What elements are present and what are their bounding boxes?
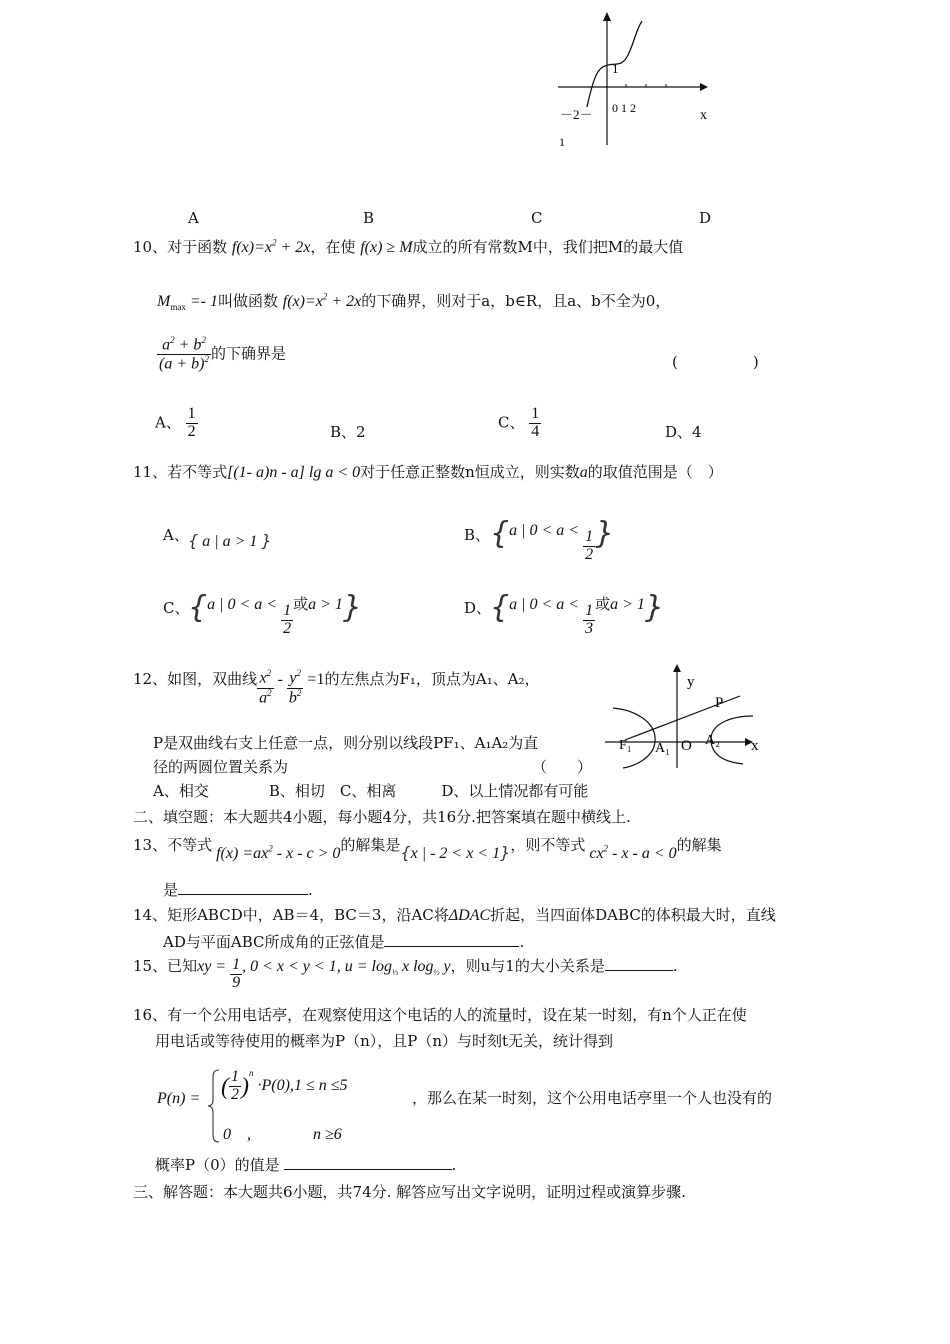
q16-end: .	[451, 1156, 457, 1174]
right-brace-icon: }	[644, 590, 664, 625]
q14-line2	[163, 931, 524, 952]
q10-line1-suffix: 成立的所有常数M中，我们把M的最大值	[412, 238, 684, 256]
q10-paren: ( )	[672, 353, 759, 371]
q10-line2-mid: 叫做函数	[217, 292, 278, 310]
q16-line4	[155, 1154, 456, 1175]
q9-option-a: A	[188, 209, 199, 227]
q11-option-d-or: 或	[595, 597, 611, 613]
q15-end: .	[672, 957, 678, 975]
q11-prefix: 11、若不等式	[133, 463, 228, 481]
left-brace-icon: {	[490, 590, 510, 625]
section2-heading: 二、填空题：本大题共4小题，每小题4分，共16分.把答案填在题中横线上.	[133, 808, 631, 826]
q12-line1-prefix: 12、如图，双曲线	[133, 670, 258, 688]
q13-answer-blank[interactable]	[178, 880, 308, 895]
q10-line1-prefix: 10、对于函数	[133, 238, 228, 256]
q13-set: {x | - 2 < x < 1}	[400, 843, 511, 862]
right-brace-icon: }	[261, 531, 272, 550]
q13-end: .	[308, 881, 313, 899]
q12-options: A、相交 B、相切 C、相离 D、以上情况都有可能	[153, 782, 589, 800]
left-brace-icon: {	[188, 531, 199, 550]
q12-hyperbola-x: $\frac{x^2}{a^2}$	[259, 668, 272, 706]
q15-answer-blank[interactable]	[605, 956, 673, 971]
q11-option-c-set: {a | 0 < a < $\frac{1}{2}$ 或a > 1}	[188, 590, 362, 637]
q16-line4-label: 概率P（0）的值是	[155, 1156, 280, 1174]
q13-prefix: 13、不等式	[133, 836, 213, 854]
left-brace-icon: {	[490, 516, 510, 551]
q13-mid: 的解集是	[340, 836, 401, 854]
q10-option-a	[155, 406, 198, 441]
q14-line1	[133, 904, 776, 925]
q9-graph-one-label: 1	[612, 61, 619, 76]
q15-line	[133, 955, 678, 992]
q14-line1-prefix: 14、矩形ABCD中，AB＝4，BC＝3，沿AC将	[133, 906, 449, 924]
q10-mmax: $M_{max} =- 1$	[157, 293, 218, 313]
q12-hyperbola-graph	[605, 660, 770, 770]
q13-line2-label: 是	[163, 881, 179, 899]
q9-option-c: C	[531, 209, 543, 227]
q11-line1	[133, 461, 723, 482]
q12-graph-x: x	[751, 738, 759, 754]
right-brace-icon: }	[595, 516, 615, 551]
q10-line3	[157, 336, 286, 373]
q9-graph-below-one: 1	[559, 135, 565, 149]
q11-option-d	[464, 597, 491, 618]
q16-line2: 用电话或等待使用的概率为P（n），且P（n）与时刻t无关，统计得到	[155, 1032, 614, 1050]
q11-option-b	[464, 524, 490, 545]
q10-option-c-value: $\frac{1}{4}$	[531, 405, 540, 440]
q12-line1-suffix: 的左焦点为F₁，顶点为A₁、A₂，	[324, 670, 540, 688]
q16-line1: 16、有一个公用电话亭，在观察使用这个电话的人的流量时，设在某一时刻，有n个人正在使	[133, 1006, 747, 1024]
q11-option-a-set: { a | a > 1 }	[188, 531, 272, 550]
q12-graph-p: P	[715, 695, 724, 711]
q10-fx-formula: $f(x)=x^2 + 2x$	[231, 237, 311, 256]
q10-option-c	[498, 406, 541, 441]
q10-option-d: D、4	[665, 423, 702, 441]
q14-line2-label: AD与平面ABC所成角的正弦值是	[163, 933, 385, 951]
q10-fx-formula-2: $f(x)=x^2 + 2x$	[282, 291, 362, 310]
q11-option-d-label: D、	[464, 599, 492, 617]
q14-triangle-dac: ΔDAC	[448, 907, 491, 924]
q10-option-b: B、2	[330, 423, 366, 441]
q12-line3: 径的两圆位置关系为	[153, 758, 289, 776]
q11-option-b-set: {a | 0 < a < $\frac{1}{2}$ }	[490, 516, 615, 563]
q11-option-c-label: C、	[163, 599, 190, 617]
q11-suffix: 对于任意正整数n恒成立，则实数	[360, 463, 580, 481]
q14-line1-suffix: 折起，当四面体DABC的体积最大时，直线	[490, 906, 776, 924]
q12-graph-y: y	[687, 674, 695, 690]
q11-option-c	[163, 597, 189, 618]
q16-line3-suffix: ，那么在某一时刻，这个公用电话亭里一个人也没有的	[412, 1089, 773, 1107]
q15-prefix: 15、已知	[133, 957, 198, 975]
q13-line1	[133, 834, 722, 863]
q14-answer-blank[interactable]	[384, 932, 519, 947]
q10-option-a-value: $\frac{1}{2}$	[187, 405, 196, 440]
q9-graph-x-label: x	[700, 108, 707, 123]
q13-line2	[163, 879, 313, 900]
q10-line2	[157, 290, 670, 312]
q12-line1: 12、如图，双曲线 $\frac{x^2}{a^2}$ - $\frac{y^2}{b^2}$ =1的左焦点为F₁，顶点为A₁、A₂，	[133, 668, 540, 706]
q10-fx-geq-m: f(x) ≥ M	[360, 239, 413, 256]
q16-answer-blank[interactable]	[284, 1155, 452, 1170]
q9-function-graph	[550, 5, 720, 150]
q10-option-a-label: A、	[155, 413, 181, 432]
q12-graph-a1: A₁	[655, 741, 670, 756]
q11-option-a	[163, 524, 189, 545]
q13-suffix: 的解集	[676, 836, 722, 854]
q13-mid2: ，则不等式	[510, 836, 586, 854]
q9-graph-minus2-label: －2－	[560, 107, 593, 122]
q15-suffix: ，则u与1的大小关系是	[450, 957, 605, 975]
q10-option-c-label: C、	[498, 413, 525, 432]
q11-option-a-label: A、	[163, 526, 189, 544]
q11-var-a: a	[579, 464, 588, 481]
q12-graph-a2: A₂	[705, 733, 720, 748]
section3-heading: 三、解答题：本大题共6小题，共74分. 解答应写出文字说明，证明过程或演算步骤.	[133, 1183, 686, 1201]
left-brace-icon: {	[188, 590, 208, 625]
q11-suffix2: 的取值范围是（ ）	[587, 463, 723, 481]
q9-option-b: B	[363, 209, 375, 227]
q10-expression: $\frac{a^2 + b^2}{(a + b)^2}$	[159, 335, 209, 373]
q11-inequality: [(1- a)n - a] lg a < 0	[227, 464, 361, 481]
q12-graph-o: O	[681, 738, 692, 754]
right-brace-icon: }	[342, 590, 362, 625]
q12-paren: （ ）	[532, 758, 593, 776]
q10-line3-suffix: 的下确界是	[210, 344, 286, 363]
q10-line2-suffix: 的下确界，则对于a，b∈R，且a、b不全为0，	[361, 292, 671, 310]
q10-line1	[133, 236, 683, 257]
piecewise-brace-icon	[207, 1068, 221, 1144]
q12-graph-f1: F₁	[619, 738, 632, 753]
q9-option-d: D	[699, 209, 712, 227]
q10-line1-mid: ，在使	[310, 238, 356, 256]
q11-option-d-set: {a | 0 < a < $\frac{1}{3}$ 或a > 1}	[490, 590, 664, 637]
q13-inequality2: $cx^2 - x - a < 0$	[585, 843, 677, 862]
q12-hyperbola-y: $\frac{y^2}{b^2}$	[288, 668, 302, 706]
q9-graph-ticks-label: 0 1 2	[612, 101, 636, 115]
q13-function: $f(x) =ax^2 - x - c > 0$	[212, 843, 341, 862]
q12-line2: P是双曲线右支上任意一点，则分别以线段PF₁、A₁A₂为直	[153, 734, 539, 752]
q14-end: .	[519, 933, 525, 951]
q15-condition: xy = $\frac{1}{9}$ , 0 < x < y < 1, $u = \log_{\frac{1}{3}} x$ $\log_{\frac{1}{3}} y$	[197, 956, 451, 991]
q11-option-c-or: 或	[293, 597, 309, 613]
q11-option-b-label: B、	[464, 526, 491, 544]
